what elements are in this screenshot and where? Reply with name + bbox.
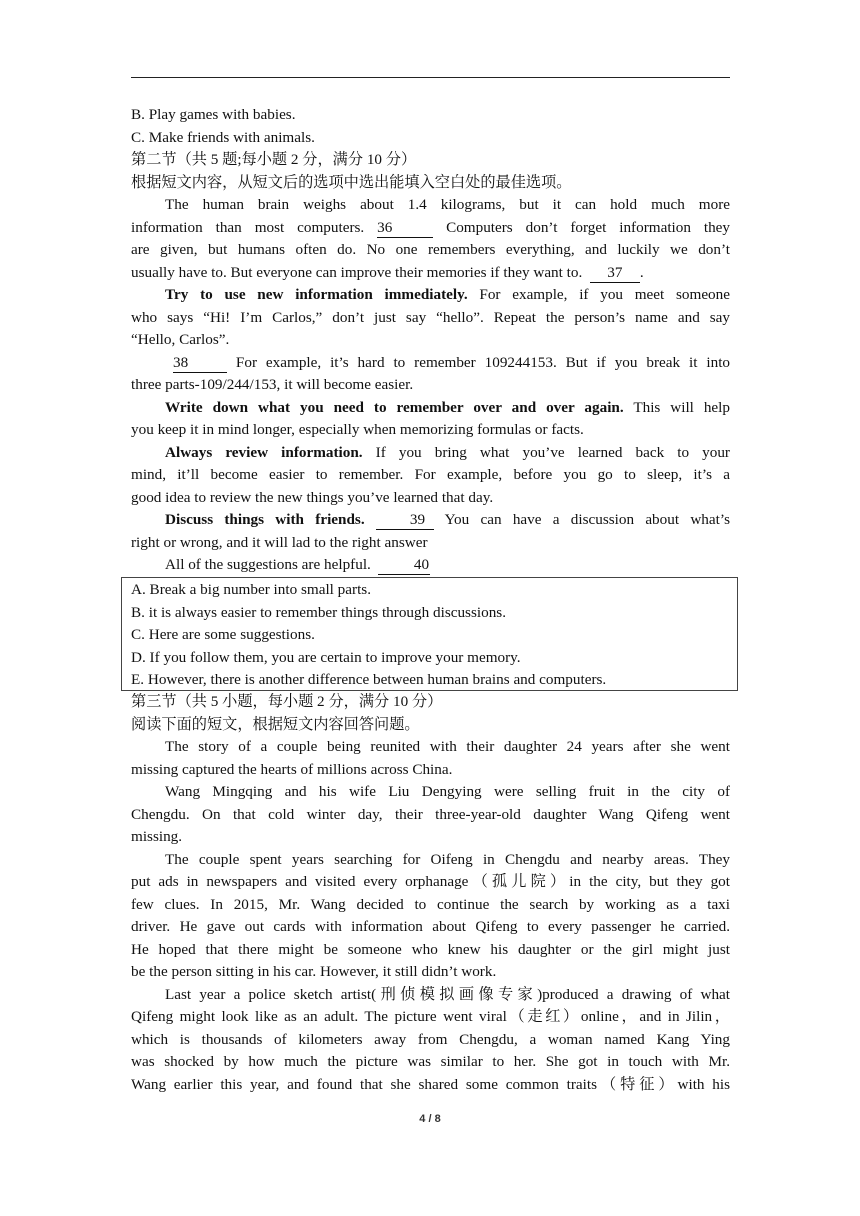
text-line: right or wrong, and it will lad to the right answer: [131, 533, 428, 551]
text-line: Always review information. If you bring what you’ve learned back to your: [165, 443, 730, 461]
text-line: few clues. In 2015, Mr. Wang decided to continue the search by working as a taxi: [131, 895, 730, 913]
text-line: Last year a police sketch artist(刑侦模拟画像专家)produced a drawing of what: [165, 985, 730, 1003]
option-line: B. Play games with babies.: [131, 106, 296, 123]
text-line: Chengdu. On that cold winter day, their three-year-old daughter Wang Qifeng went: [131, 805, 730, 823]
carryover-options: [131, 104, 730, 149]
text-line: He hoped that there might be someone who knew his daughter or the girl might just: [131, 940, 730, 958]
option-c[interactable]: C. Here are some suggestions.: [131, 626, 315, 643]
text-line: 38 For example, it’s hard to remember 109244153. But if you break it into: [173, 353, 730, 371]
text-line: good idea to review the new things you’ve learned that day.: [131, 488, 494, 506]
option-b[interactable]: B. it is always easier to remember things through discussions.: [131, 603, 506, 621]
option-e[interactable]: E. However, there is another difference between human brains and computers.: [131, 671, 607, 688]
tip-heading: Write down what you need to remember over and over again.: [165, 398, 624, 416]
text-line: The story of a couple being reunited with their daughter 24 years after she went: [165, 738, 730, 755]
section-instruction: 阅读下面的短文，根据短文内容回答问题。: [131, 715, 420, 733]
text-line: Wang Mingqing and his wife Liu Dengying were selling fruit in the city of: [165, 783, 730, 800]
header-rule: [131, 77, 730, 78]
text-line: missing.: [131, 828, 183, 845]
section-2-heading: [131, 149, 730, 194]
section-header: 第二节（共 5 题;每小题 2 分，满分 10 分）: [131, 151, 417, 168]
page-number: 4 / 8: [419, 1113, 441, 1125]
tip-heading: Discuss things with friends.: [165, 511, 365, 528]
option-d[interactable]: D. If you follow them, you are certain to improve your memory.: [131, 648, 521, 666]
blank-37[interactable]: 37: [590, 264, 640, 283]
text-line: you keep it in mind longer, especially when memorizing formulas or facts.: [131, 421, 584, 438]
text-line: Write down what you need to remember over and over again. This will help: [165, 398, 730, 416]
text-line: usually have to. But everyone can improve their memories if they want to. 37 .: [131, 263, 644, 281]
text-line: who says “Hi! I’m Carlos,” don’t just say “hello”. Repeat the person’s name and say: [131, 308, 730, 326]
text-line: All of the suggestions are helpful. 40: [165, 556, 430, 573]
blank-39[interactable]: 39: [376, 511, 434, 530]
text-line: are given, but humans often do. No one remembers everything, and luckily we don’t: [131, 241, 730, 258]
section-header: 第三节（共 5 小题，每小题 2 分，满分 10 分）: [131, 693, 443, 710]
blank-38[interactable]: 38: [173, 354, 227, 373]
text-line: Wang earlier this year, and found that she shared some common traits（特征）with his: [131, 1075, 730, 1093]
text-line: Try to use new information immediately. For example, if you meet someone: [165, 286, 730, 303]
section-instruction: 根据短文内容，从短文后的选项中选出能填入空白处的最佳选项。: [131, 173, 572, 191]
text-line: Discuss things with friends. 39 You can have a discussion about what’s: [165, 511, 730, 528]
text-line: driver. He gave out cards with information about Qifeng to every passenger he carried.: [131, 918, 730, 935]
text-line: “Hello, Carlos”.: [131, 331, 230, 348]
text-line: was shocked by how much the picture was similar to her. She got in touch with Mr.: [131, 1053, 730, 1070]
text-line: mind, it’ll become easier to remember. For example, before you go to sleep, it’s a: [131, 466, 730, 483]
text-line: which is thousands of kilometers away from Chengdu, a woman named Kang Ying: [131, 1030, 730, 1048]
text-line: The couple spent years searching for Oifeng in Chengdu and nearby areas. They: [165, 850, 730, 868]
text-line: put ads in newspapers and visited every orphanage（孤儿院）in the city, but they got: [131, 873, 730, 890]
reading-passage: [131, 194, 730, 577]
option-line: C. Make friends with animals.: [131, 128, 315, 146]
blank-40[interactable]: 40: [378, 556, 430, 575]
text-line: missing captured the hearts of millions across China.: [131, 760, 453, 778]
tip-heading: Always review information.: [165, 443, 363, 461]
blank-36[interactable]: 36: [377, 219, 433, 238]
section-3-heading: [131, 691, 730, 736]
text-line: information than most computers. 36 Computers don’t forget information they: [131, 218, 730, 236]
text-line: The human brain weighs about 1.4 kilograms, but it can hold much more: [165, 196, 730, 213]
tip-heading: Try to use new information immediately.: [165, 286, 468, 303]
text-line: be the person sitting in his car. However, it still didn’t work.: [131, 963, 497, 980]
options-box: [121, 577, 738, 691]
text-line: three parts-109/244/153, it will become easier.: [131, 376, 414, 393]
story-passage: [131, 736, 730, 1096]
text-line: Qifeng might look like as an adult. The picture went viral（走红）online，and in Jilin，: [131, 1008, 730, 1025]
option-a[interactable]: A. Break a big number into small parts.: [131, 581, 371, 598]
